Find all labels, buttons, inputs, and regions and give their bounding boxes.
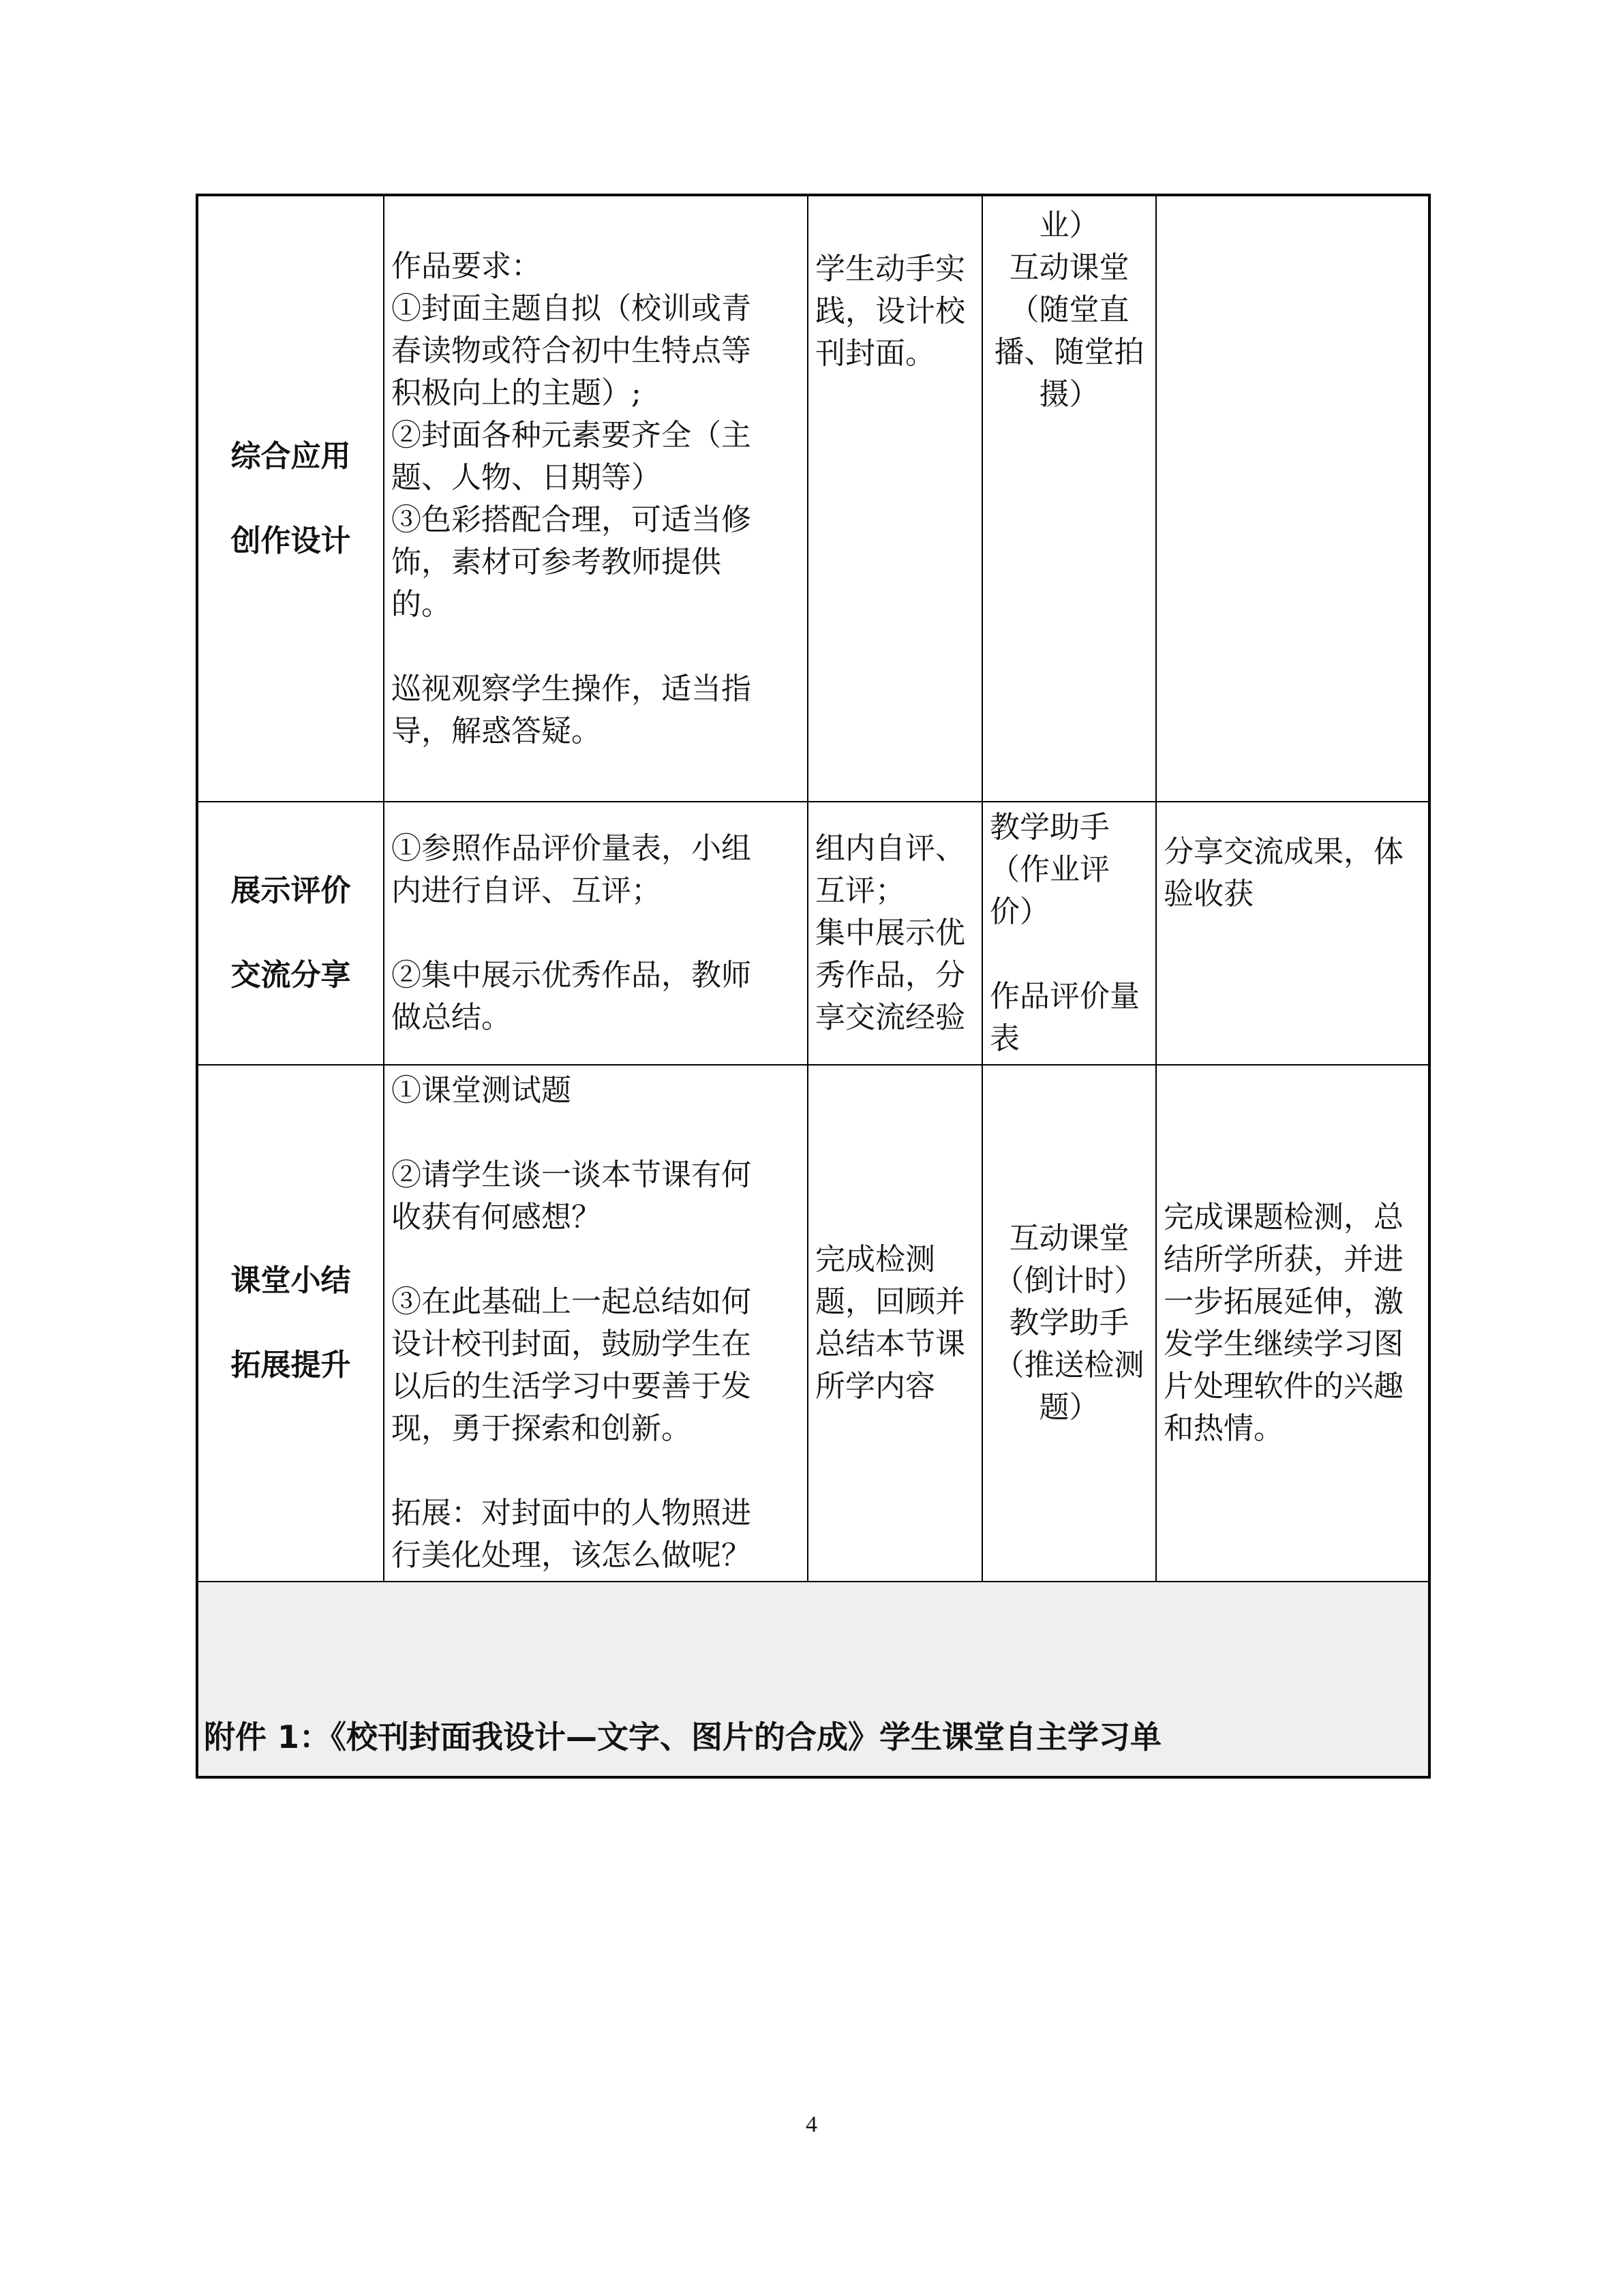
spacer bbox=[391, 1450, 800, 1492]
text-line: 作品要求： bbox=[391, 248, 541, 284]
stage-cell bbox=[197, 802, 384, 1065]
intent-cell bbox=[1156, 802, 1429, 1065]
text-line: 组内自评、 bbox=[815, 831, 965, 866]
table-row bbox=[197, 1065, 1429, 1582]
spacer bbox=[391, 1112, 800, 1154]
text-line: ②集中展示优秀作品，教师 bbox=[391, 958, 751, 993]
text-line: 题，回顾并 bbox=[815, 1284, 965, 1319]
text-line: 教学助手 bbox=[1009, 1305, 1129, 1340]
text-line: 结所学所获，并进 bbox=[1164, 1242, 1404, 1277]
teacher-activity-cell bbox=[384, 195, 808, 802]
text-line: 导，解惑答疑。 bbox=[391, 713, 601, 749]
text-line: 教学助手 bbox=[990, 810, 1110, 845]
text-line: 业） bbox=[1039, 208, 1099, 243]
text-line: 享交流经验 bbox=[815, 1000, 965, 1035]
tools-cell bbox=[982, 802, 1156, 1065]
text-line: 做总结。 bbox=[391, 1000, 511, 1035]
text-line: 内进行自评、互评； bbox=[391, 873, 661, 908]
text-line: 积极向上的主题）; bbox=[391, 375, 641, 410]
text-line: 摄） bbox=[1039, 377, 1099, 412]
text-line: （推送检测 bbox=[994, 1348, 1144, 1383]
text-line: 发学生继续学习图 bbox=[1164, 1327, 1404, 1361]
table-row bbox=[197, 195, 1429, 802]
stage-label: 创作设计 bbox=[230, 523, 351, 558]
intent-cell bbox=[1156, 195, 1429, 802]
text-line: 秀作品，分 bbox=[815, 958, 965, 993]
text-line: 收获有何感想？ bbox=[391, 1200, 601, 1235]
stage-label: 拓展提升 bbox=[230, 1348, 351, 1383]
text-line: ③在此基础上一起总结如何 bbox=[391, 1284, 751, 1319]
text-line: 春读物或符合初中生特点等 bbox=[391, 333, 751, 368]
teacher-activity-cell bbox=[384, 802, 808, 1065]
stage-cell bbox=[197, 195, 384, 802]
text-line: （倒计时） bbox=[994, 1263, 1144, 1298]
text-line: 设计校刊封面，鼓励学生在 bbox=[391, 1327, 751, 1361]
text-line: 完成检测 bbox=[815, 1242, 935, 1277]
student-activity-cell bbox=[808, 802, 982, 1065]
text-line: ①课堂测试题 bbox=[391, 1073, 571, 1108]
tools-cell bbox=[982, 195, 1156, 802]
text-line: 集中展示优 bbox=[815, 916, 965, 950]
text-line: 片处理软件的兴趣 bbox=[1164, 1369, 1404, 1404]
text-line: 学生动手实 bbox=[815, 252, 965, 286]
text-line: 互动课堂 bbox=[1009, 250, 1129, 285]
text-line: 作品评价量 bbox=[990, 979, 1140, 1014]
tools-cell bbox=[982, 1065, 1156, 1582]
text-line: 饰，素材可参考教师提供 bbox=[391, 544, 721, 579]
text-line: ①封面主题自拟（校训或青 bbox=[391, 290, 751, 326]
text-line: 分享交流成果，体 bbox=[1164, 834, 1404, 869]
text-line: 表 bbox=[990, 1021, 1020, 1056]
text-line: 题） bbox=[1039, 1390, 1099, 1425]
text-line: 的。 bbox=[391, 586, 451, 622]
text-line: 行美化处理，该怎么做呢？ bbox=[391, 1538, 751, 1573]
spacer bbox=[990, 933, 1149, 976]
stage-label: 课堂小结 bbox=[230, 1263, 351, 1298]
text-line: 互动课堂 bbox=[1009, 1221, 1129, 1256]
text-line: 巡视观察学生操作，适当指 bbox=[391, 671, 751, 706]
spacer bbox=[391, 1239, 800, 1281]
spacer bbox=[391, 626, 800, 668]
text-line: 践，设计校 bbox=[815, 294, 965, 329]
text-line: 总结本节课 bbox=[815, 1327, 965, 1361]
text-line: ②请学生谈一谈本节课有何 bbox=[391, 1158, 751, 1192]
student-activity-cell bbox=[808, 195, 982, 802]
text-line: （作业评 bbox=[990, 852, 1110, 887]
text-line: 现，勇于探索和创新。 bbox=[391, 1411, 691, 1446]
spacer bbox=[391, 912, 800, 954]
text-line: ①参照作品评价量表，小组 bbox=[391, 831, 751, 866]
intent-cell bbox=[1156, 1065, 1429, 1582]
attachment-title: 附件 1：《校刊封面我设计—文字、图片的合成》学生课堂自主学习单 bbox=[197, 1582, 1429, 1777]
text-line: ③色彩搭配合理，可适当修 bbox=[391, 502, 751, 537]
student-activity-cell bbox=[808, 1065, 982, 1582]
text-line: 验收获 bbox=[1164, 877, 1254, 911]
stage-label: 展示评价 bbox=[230, 873, 351, 908]
text-line: 题、人物、日期等） bbox=[391, 459, 661, 495]
text-line: 互评； bbox=[815, 873, 905, 908]
stage-label: 综合应用 bbox=[230, 438, 351, 474]
teacher-activity-cell bbox=[384, 1065, 808, 1582]
lesson-plan-table bbox=[196, 194, 1431, 1779]
text-line: 所学内容 bbox=[815, 1369, 935, 1404]
stage-label: 交流分享 bbox=[230, 958, 351, 993]
footer-row bbox=[197, 1582, 1429, 1777]
text-line: 和热情。 bbox=[1164, 1411, 1284, 1446]
table-row bbox=[197, 802, 1429, 1065]
text-line: ②封面各种元素要齐全（主 bbox=[391, 417, 751, 453]
text-line: 完成课题检测，总 bbox=[1164, 1200, 1404, 1235]
text-line: 播、随堂拍 bbox=[994, 335, 1144, 369]
text-line: （随堂直 bbox=[1009, 292, 1129, 327]
text-line: 以后的生活学习中要善于发 bbox=[391, 1369, 751, 1404]
text-line: 一步拓展延伸，激 bbox=[1164, 1284, 1404, 1319]
text-line: 拓展：对封面中的人物照进 bbox=[391, 1496, 751, 1530]
page-number: 4 bbox=[806, 2112, 817, 2137]
stage-cell bbox=[197, 1065, 384, 1582]
text-line: 刊封面。 bbox=[815, 336, 935, 371]
text-line: 价） bbox=[990, 894, 1050, 929]
